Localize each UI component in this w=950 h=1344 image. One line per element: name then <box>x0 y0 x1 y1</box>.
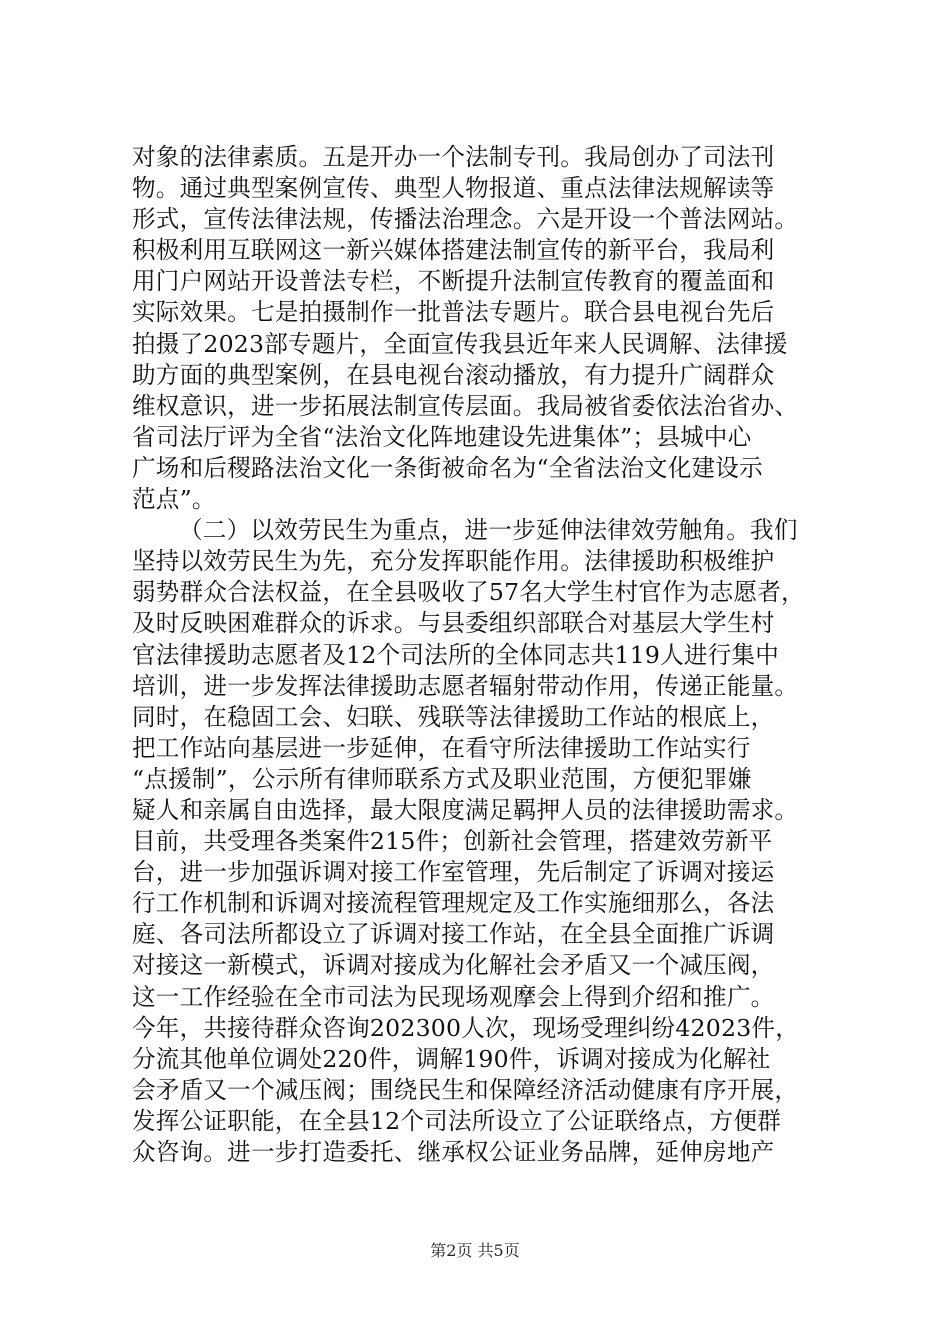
text-line: 拍摄了2023部专题片，全面宣传我县近年来人民调解、法律援 <box>132 329 788 358</box>
text-line: （二）以效劳民生为重点，进一步延伸法律效劳触角。我们 <box>179 516 798 545</box>
text-line: 对接这一新模式，诉调对接成为化解社会矛盾又一个减压阀， <box>132 951 775 980</box>
text-line: 形式，宣传法律法规，传播法治理念。六是开设一个普法网站。 <box>132 205 799 234</box>
text-line: “点援制”，公示所有律师联系方式及职业范围，方便犯罪嫌 <box>132 764 752 793</box>
text-line: 庭、各司法所都设立了诉调对接工作站，在全县全面推广诉调 <box>132 920 775 949</box>
text-line: 物。通过典型案例宣传、典型人物报道、重点法律法规解读等 <box>132 174 775 203</box>
text-line: 范点”。 <box>132 485 216 514</box>
text-line: 疑人和亲属自由选择，最大限度满足羁押人员的法律援助需求。 <box>132 795 799 824</box>
text-line: 会矛盾又一个减压阀；围绕民生和保障经济活动健康有序开展， <box>132 1075 799 1104</box>
text-line: 省司法厅评为全省“法治文化阵地建设先进集体”；县城中心 <box>132 422 752 451</box>
text-line: 广场和后稷路法治文化一条街被命名为“全省法治文化建设示 <box>132 453 763 482</box>
text-line: 目前，共受理各类案件215件；创新社会管理，搭建效劳新平 <box>132 827 773 856</box>
text-line: 众咨询。进一步打造委托、继承权公证业务品牌，延伸房地产 <box>132 1138 775 1166</box>
text-line: 用门户网站开设普法专栏，不断提升法制宣传教育的覆盖面和 <box>132 267 775 296</box>
text-line: 把工作站向基层进一步延伸，在看守所法律援助工作站实行 <box>132 733 751 762</box>
text-line: 对象的法律素质。五是开办一个法制专刊。我局创办了司法刊 <box>132 143 775 171</box>
text-line: 弱势群众合法权益，在全县吸收了57名大学生村官作为志愿者， <box>132 578 805 607</box>
text-line: 行工作机制和诉调对接流程管理规定及工作实施细那么，各法 <box>132 889 775 918</box>
text-line: 这一工作经验在全市司法为民现场观摩会上得到介绍和推广。 <box>132 982 775 1011</box>
text-line: 积极利用互联网这一新兴媒体搭建法制宣传的新平台，我局利 <box>132 236 775 265</box>
text-line: 坚持以效劳民生为先，充分发挥职能作用。法律援助积极维护 <box>132 547 775 576</box>
text-line: 及时反映困难群众的诉求。与县委组织部联合对基层大学生村 <box>132 609 775 638</box>
text-line: 助方面的典型案例，在县电视台滚动播放，有力提升广阔群众 <box>132 360 775 389</box>
text-line: 维权意识，进一步拓展法制宣传层面。我局被省委依法治省办、 <box>132 391 799 420</box>
page-footer: 第2页 共5页 <box>430 1241 520 1260</box>
text-line: 实际效果。七是拍摄制作一批普法专题片。联合县电视台先后 <box>132 298 775 327</box>
text-line: 培训，进一步发挥法律援助志愿者辐射带动作用，传递正能量。 <box>132 671 799 700</box>
text-line: 台，进一步加强诉调对接工作室管理，先后制定了诉调对接运 <box>132 858 775 887</box>
body-text <box>132 142 832 1168</box>
text-line: 官法律援助志愿者及12个司法所的全体同志共119人进行集中 <box>132 640 780 669</box>
text-line: 同时，在稳固工会、妇联、残联等法律援助工作站的根底上， <box>132 702 775 731</box>
text-line: 今年，共接待群众咨询202300人次，现场受理纠纷42023件， <box>132 1013 799 1042</box>
text-line: 发挥公证职能，在全县12个司法所设立了公证联络点，方便群 <box>132 1106 782 1135</box>
text-line: 分流其他单位调处220件，调解190件，诉调对接成为化解社 <box>132 1044 771 1073</box>
